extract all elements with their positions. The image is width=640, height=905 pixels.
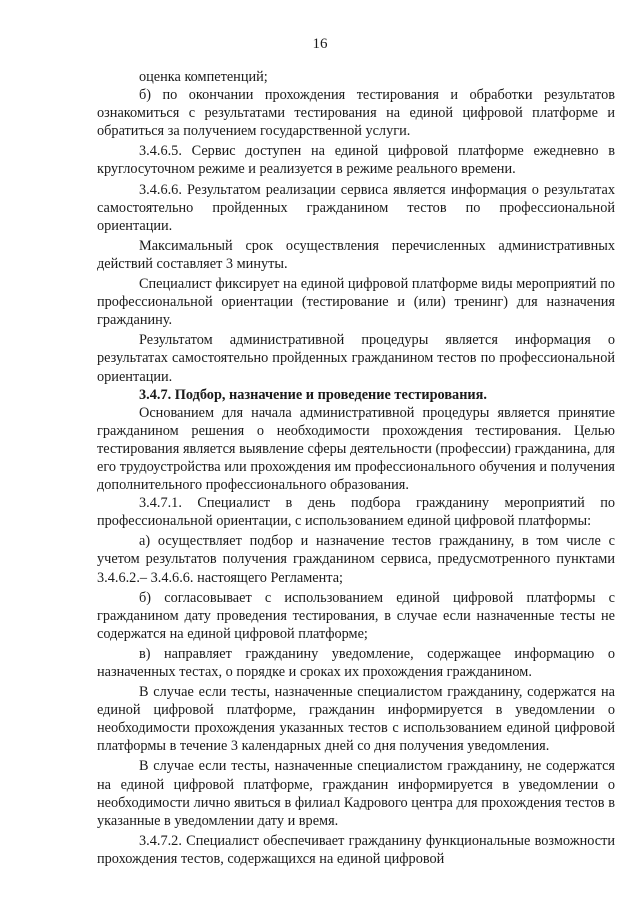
paragraph-5: Максимальный срок осуществления перечисленных административных действий составляет 3 минуты. xyxy=(97,237,615,272)
paragraph-3: 3.4.6.5. Сервис доступен на единой цифровой платформе ежедневно в круглосуточном режиме и реализуется в режиме реального времени. xyxy=(97,143,615,178)
paragraph-10: а) осуществляет подбор и назначение тестов гражданину, в том числе с учетом результатов получения гражданином сервиса, предусмотренного пунктами 3.4.6.2.– 3.4.6.6. настоящего Регламента; xyxy=(97,533,615,586)
paragraph-14: В случае если тесты, назначенные специалистом гражданину, не содержатся на единой цифровой платформе, гражданин информируется в уведомлении о необходимости лично явиться в филиал Кадрового центра для прохождения тестов в указанные в уведомлении дату и время. xyxy=(97,758,615,829)
paragraph-12: в) направляет гражданину уведомление, содержащее информацию о назначенных тестах, о порядке и сроках их прохождения гражданином. xyxy=(97,645,615,680)
section-heading: 3.4.7. Подбор, назначение и проведение тестирования. xyxy=(139,386,487,403)
paragraph-4: 3.4.6.6. Результатом реализации сервиса является информация о результатах самостоятельно пройденных гражданином тестов по профессиональной ориентации. xyxy=(97,181,615,234)
paragraph-7: Результатом административной процедуры является информация о результатах самостоятельно пройденных гражданином тестов по профессиональной ориентации. xyxy=(97,332,615,385)
paragraph-1: оценка компетенций; xyxy=(139,69,268,85)
paragraph-6: Специалист фиксирует на единой цифровой платформе виды мероприятий по профессиональной ориентации (тестирование и (или) тренинг) для назначения гражданину. xyxy=(97,276,615,329)
paragraph-2: б) по окончании прохождения тестирования и обработки результатов ознакомиться с результатами тестирования на единой цифровой платформе и обратиться за получением государственной услуги. xyxy=(97,87,615,140)
paragraph-13: В случае если тесты, назначенные специалистом гражданину, содержатся на единой цифровой платформе, гражданин информируется в уведомлении о необходимости прохождения указанных тестов с использованием единой цифровой платформы в течение 3 календарных дней со дня получения уведомления. xyxy=(97,684,615,755)
paragraph-8: Основанием для начала административной процедуры является принятие гражданином решения о необходимости прохождения тестирования. Целью тестирования является выявление сферы деятельности (профессии) гражданина, для его трудоустройства или прохождения им профессионального обучения и получения дополнительного профессионального образования. xyxy=(97,404,615,494)
paragraph-11: б) согласовывает с использованием единой цифровой платформы с гражданином дату проведения тестирования, в случае если назначенные тесты не содержатся на единой цифровой платформе; xyxy=(97,589,615,642)
paragraph-15: 3.4.7.2. Специалист обеспечивает гражданину функциональные возможности прохождения тестов, содержащихся на единой цифровой xyxy=(97,832,615,867)
document-body xyxy=(97,68,615,868)
page-number: 16 xyxy=(312,36,328,52)
paragraph-9: 3.4.7.1. Специалист в день подбора гражданину мероприятий по профессиональной ориентации, с использованием единой цифровой платформы: xyxy=(97,495,615,530)
